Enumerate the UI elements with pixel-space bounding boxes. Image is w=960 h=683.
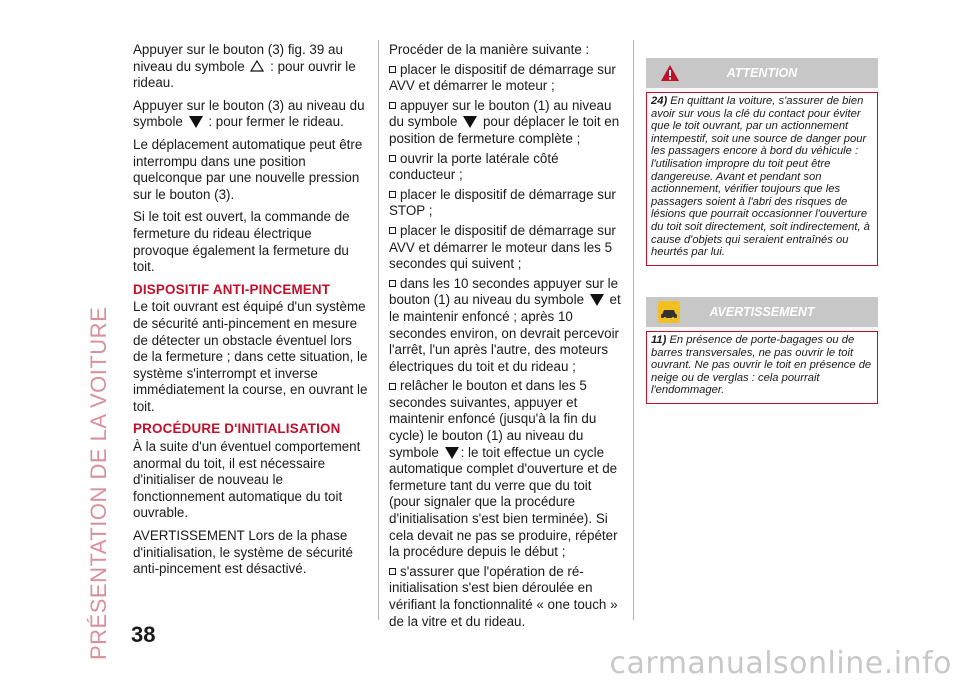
attention-title: ATTENTION [726, 66, 798, 80]
text: dans les 10 secondes appuyer sur le bouton (1) au niveau du symbole [389, 275, 619, 308]
triangle-down-filled-icon [463, 116, 477, 128]
bullet-square-icon [389, 155, 396, 162]
text: Appuyer sur le bouton (3) fig. 39 au niveau du symbole [133, 42, 343, 74]
list-item [389, 187, 621, 220]
text: placer le dispositif de démarrage sur AVV et démarrer le moteur dans les 5 secondes qui suivent ; [389, 222, 616, 272]
bullet-square-icon [389, 568, 396, 575]
text: Appuyer sur le bouton (3) au niveau du symbole [133, 97, 365, 130]
text: appuyer sur le bouton (1) au niveau du symbole [389, 97, 612, 130]
avertissement-body [646, 331, 878, 404]
column-divider [633, 40, 634, 620]
watermark: carmanualsonline.info [609, 646, 952, 681]
side-section-title-text: PRÉSENTATION DE LA VOITURE [86, 306, 111, 660]
triangle-up-outline-icon [250, 60, 264, 72]
paragraph-anti-pinch: Le toit ouvrant est équipé d'un système de sécurité anti-pincement en mesure de détecter un obstacle éventuel lors de la fermeture ; dans cette situation, le système s'interrompt et inverse immédiatement la course, en ouvrant le toit. [133, 299, 368, 414]
text: placer le dispositif de démarrage sur AVV et démarrer le moteur ; [389, 61, 616, 94]
heading-anti-pinch: DISPOSITIF ANTI-PINCEMENT [133, 281, 331, 297]
paragraph-close-blind [133, 98, 368, 131]
list-item [389, 62, 621, 95]
list-item [389, 223, 621, 273]
left-column [133, 42, 368, 584]
page-number: 38 [131, 622, 156, 647]
bullet-square-icon [389, 383, 396, 390]
text: pour déplacer le toit en position de fermeture complète ; [389, 114, 620, 146]
paragraph-warning-inline: AVERTISSEMENT Lors de la phase d'initialisation, le système de sécurité anti-pincement est désactivé. [133, 528, 353, 577]
avertissement-header [646, 297, 878, 327]
list-item [389, 564, 621, 630]
paragraph-auto-move: Le déplacement automatique peut être interrompu dans une position quelconque par une nouvelle pression sur le bouton (3). [133, 136, 363, 202]
middle-column [389, 42, 621, 633]
attention-box [646, 58, 878, 266]
side-section-title [84, 40, 110, 660]
paragraph-open-blind [133, 42, 368, 92]
text: : le toit effectue un cycle automatique complet d'ouverture et de fermeture tant du verre que du toit (pour signaler que la procédure d'initialisation s'est bien terminée). Si cela devait ne pas se produire, répéter la procédure depuis le début ; [389, 444, 618, 560]
note-number: 24) [651, 95, 668, 107]
avertissement-box [646, 297, 878, 404]
bullet-square-icon [389, 280, 396, 287]
bullet-square-icon [389, 66, 396, 73]
triangle-down-filled-icon [189, 116, 203, 128]
list-item [389, 98, 621, 148]
heading-initialisation: PROCÉDURE D'INITIALISATION [133, 421, 341, 437]
text: placer le dispositif de démarrage sur STOP ; [389, 186, 616, 219]
attention-body [646, 92, 878, 266]
paragraph-roof-open: Si le toit est ouvert, la commande de fermeture du rideau électrique provoque également la fermeture du toit. [133, 209, 350, 275]
text: ouvrir la porte latérale côté conducteur ; [389, 150, 559, 183]
list-item [389, 151, 621, 184]
column-divider [378, 40, 379, 620]
avertissement-title: AVERTISSEMENT [709, 305, 815, 319]
triangle-down-filled-icon [445, 447, 459, 459]
bullet-square-icon [389, 102, 396, 109]
bullet-square-icon [389, 191, 396, 198]
list-item [389, 378, 621, 561]
text: : pour fermer le rideau. [208, 114, 344, 130]
triangle-down-filled-icon [590, 294, 604, 306]
text: et le maintenir enfoncé ; après 10 secondes environ, on devrait percevoir l'arrêt, l'un après l'autre, des moteurs électriques du toit et du rideau ; [389, 292, 621, 374]
text: : pour ouvrir le rideau. [133, 58, 356, 91]
text: s'assurer que l'opération de ré-initialisation s'est bien déroulée en vérifiant la fonctionnalité « one touch » de la vitre et du rideau. [389, 563, 618, 629]
note-number: 11) [651, 334, 667, 346]
bullet-square-icon [389, 227, 396, 234]
avertissement-text: En présence de porte-bagages ou de barres transversales, ne pas ouvrir le toit ouvrant. Ne pas ouvrir le toit en présence de neige ou de verglas : cela pourrait l'endommager. [651, 334, 872, 397]
paragraph-initialisation: À la suite d'un éventuel comportement anormal du toit, il est nécessaire d'initialiser de nouveau le fonctionnement automatique du toit ouvrable. [133, 439, 361, 521]
procedure-intro: Procéder de la manière suivante : [389, 42, 590, 57]
text: relâcher le bouton et dans les 5 secondes suivantes, appuyer et maintenir enfoncé (jusqu'à la fin du cycle) le bouton (1) au niveau du symbole [389, 378, 597, 460]
list-item [389, 276, 621, 376]
attention-text: En quittant la voiture, s'assurer de bien avoir sur vous la clé du contact pour éviter que le toit ouvrant, par un actionnement intempestif, soit une source de danger pour les passagers encore à bord du véhicule : l'utilisation impropre du toit peut être dangereuse. Avant et pendant son actionnement, vérifier toujours que les passagers soient à l'abri des risques de lésions que pourrait occasionner l'ouverture du toit soit directement, soit indirectement, à cause d'objets qui seraient entraînés ou heurtés par lui. [651, 95, 870, 259]
attention-header [646, 58, 878, 88]
